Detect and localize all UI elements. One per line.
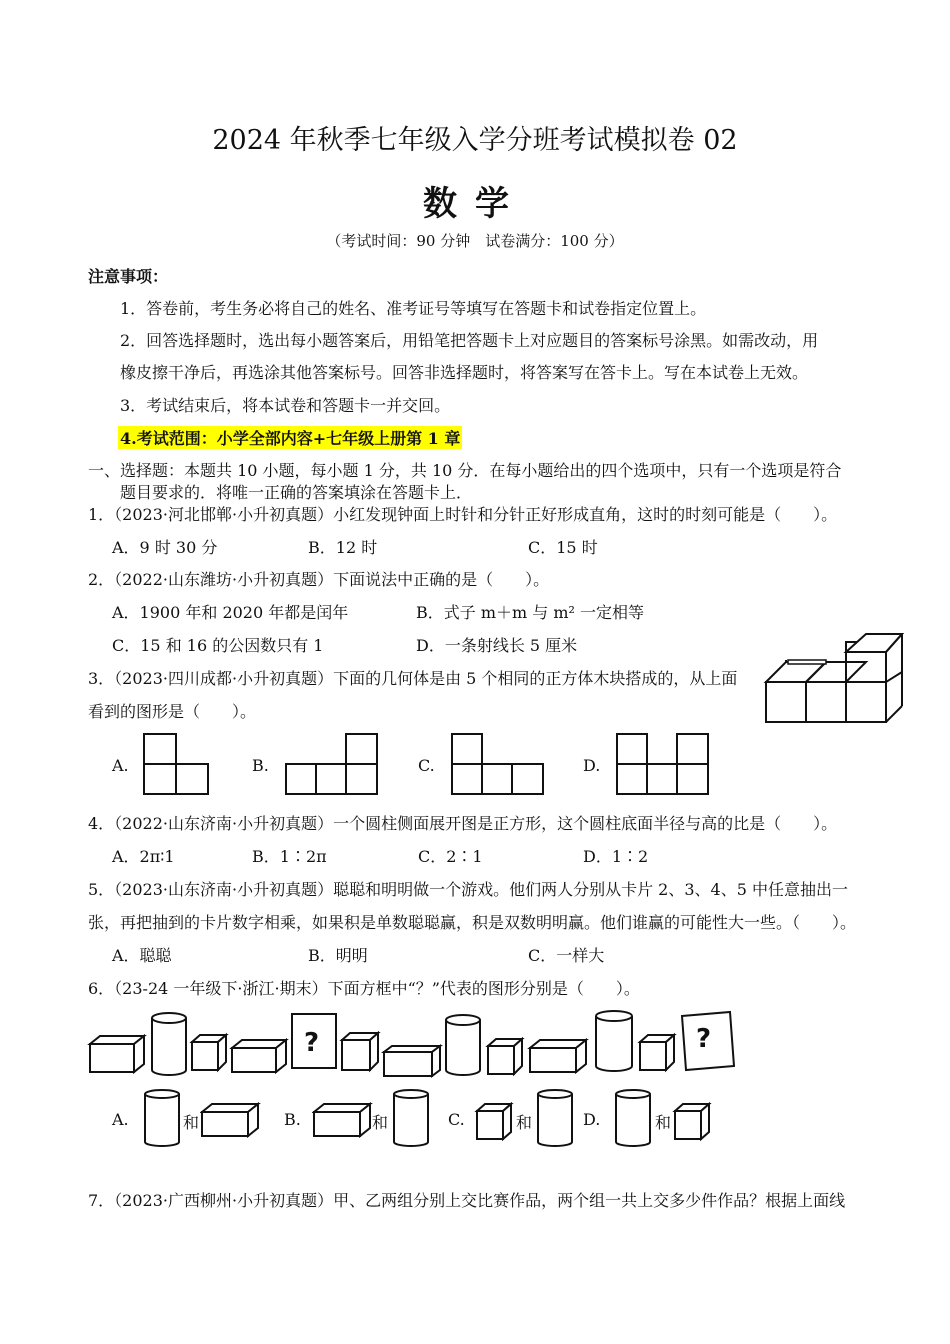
q3-option-a: A. [112,756,129,775]
note-item-2-cont: 橡皮擦干净后，再选涂其他答案标号。回答非选择题时，将答案写在答卡上。写在本试卷上无效。 [120,363,809,382]
q5-option-a: A．聪聪 [112,946,172,965]
q6-option-c: C. [448,1110,465,1129]
q2-option-b: B．式子 m＋m 与 m² 一定相等 [416,603,645,622]
q4-option-a: A．2π∶1 [112,847,175,866]
q6-option-b-cylinder [391,1088,431,1150]
q6-option-c-and: 和 [516,1113,533,1132]
q3-option-b: B. [252,756,269,775]
q1-option-b: B．12 时 [308,538,378,557]
question-3-stem: 3．（2023·四川成都·小升初真题）下面的几何体是由 5 个相同的正方体木块搭成的，从上面 [88,669,738,688]
q6-option-d-and: 和 [655,1113,672,1132]
q2-option-a: A．1900 年和 2020 年都是闰年 [112,603,349,622]
q6-option-d: D. [583,1110,601,1129]
question-3-stem-cont: 看到的图形是（ ）。 [88,702,257,721]
q5-option-b: B．明明 [308,946,368,965]
q6-option-b-cuboid [312,1100,374,1142]
q6-option-a-cylinder [142,1088,182,1150]
q6-option-a-cuboid [200,1100,262,1142]
q2-option-c: C．15 和 16 的公因数只有 1 [112,636,324,655]
exam-info: （考试时间：90 分钟 试卷满分：100 分） [326,232,624,250]
q6-option-c-cube [474,1100,514,1142]
question-6-stem: 6．（23-24 一年级下·浙江·期末）下面方框中“？”代表的图形分别是（ ）。 [88,979,640,998]
q3-option-c-figure [450,732,546,796]
question-4-stem: 4．（2022·山东济南·小升初真题）一个圆柱侧面展开图是正方形，这个圆柱底面半径与高的比是（ ）。 [88,814,838,833]
q6-option-a: A. [112,1110,129,1129]
note-item-3: 3．考试结束后，将本试卷和答题卡一并交回。 [120,396,451,415]
q6-option-d-cube [672,1100,712,1142]
q6-question-mark-1: ? [304,1028,320,1058]
question-5-stem-cont: 张，再把抽到的卡片数字相乘，如果积是单数聪聪赢，积是双数明明赢。他们谁赢的可能性大一些。（ ）。 [88,913,857,932]
q3-option-c: C. [418,756,435,775]
q2-option-d: D．一条射线长 5 厘米 [416,636,578,655]
q6-option-b-and: 和 [372,1113,389,1132]
question-2-stem: 2．（2022·山东潍坊·小升初真题）下面说法中正确的是（ ）。 [88,570,550,589]
question-7-stem: 7．（2023·广西柳州·小升初真题）甲、乙两组分别上交比赛作品，两个组一共上交多少件作品？根据上面线 [88,1191,846,1210]
q3-option-d: D. [583,756,601,775]
q4-option-d: D．1∶2 [583,847,649,866]
notes-heading: 注意事项： [88,267,169,286]
q6-question-mark-2: ? [696,1024,712,1054]
q3-option-a-figure [142,732,210,796]
section-intro: 一、选择题：本题共 10 小题，每小题 1 分，共 10 分．在每小题给出的四个选项中，只有一个选项是符合 [88,461,842,480]
q3-option-b-figure [284,732,380,796]
q4-option-c: C．2∶1 [418,847,483,866]
question-5-stem: 5．（2023·山东济南·小升初真题）聪聪和明明做一个游戏。他们两人分别从卡片 2、3、4、5 中任意抽出一 [88,880,848,899]
q6-option-b: B. [284,1110,301,1129]
q6-option-a-and: 和 [183,1113,200,1132]
q1-option-a: A．9 时 30 分 [112,538,218,557]
q6-option-d-cylinder [613,1088,653,1150]
note-item-2: 2．回答选择题时，选出每小题答案后，用铅笔把答题卡上对应题目的答案标号涂黑。如需改动，用 [120,331,819,350]
subject-title: 数学 [423,184,527,224]
question-1-stem: 1．（2023·河北邯郸·小升初真题）小红发现钟面上时针和分针正好形成直角，这时的时刻可能是（ ）。 [88,505,838,524]
q3-option-d-figure [615,732,711,796]
note-item-4-highlighted: 4.考试范围：小学全部内容+七年级上册第 1 章 [118,426,462,449]
q6-option-c-cylinder [535,1088,575,1150]
cube-stack-figure [762,632,904,726]
q5-option-c: C．一样大 [528,946,605,965]
page-title: 2024 年秋季七年级入学分班考试模拟卷 02 [212,125,738,156]
section-intro-cont: 题目要求的．将唯一正确的答案填涂在答题卡上． [120,483,473,502]
q6-shape-sequence-figure [86,1010,742,1080]
q4-option-b: B．1∶2π [252,847,327,866]
q1-option-c: C．15 时 [528,538,598,557]
note-item-1: 1．答卷前，考生务必将自己的姓名、准考证号等填写在答题卡和试卷指定位置上。 [120,299,707,318]
